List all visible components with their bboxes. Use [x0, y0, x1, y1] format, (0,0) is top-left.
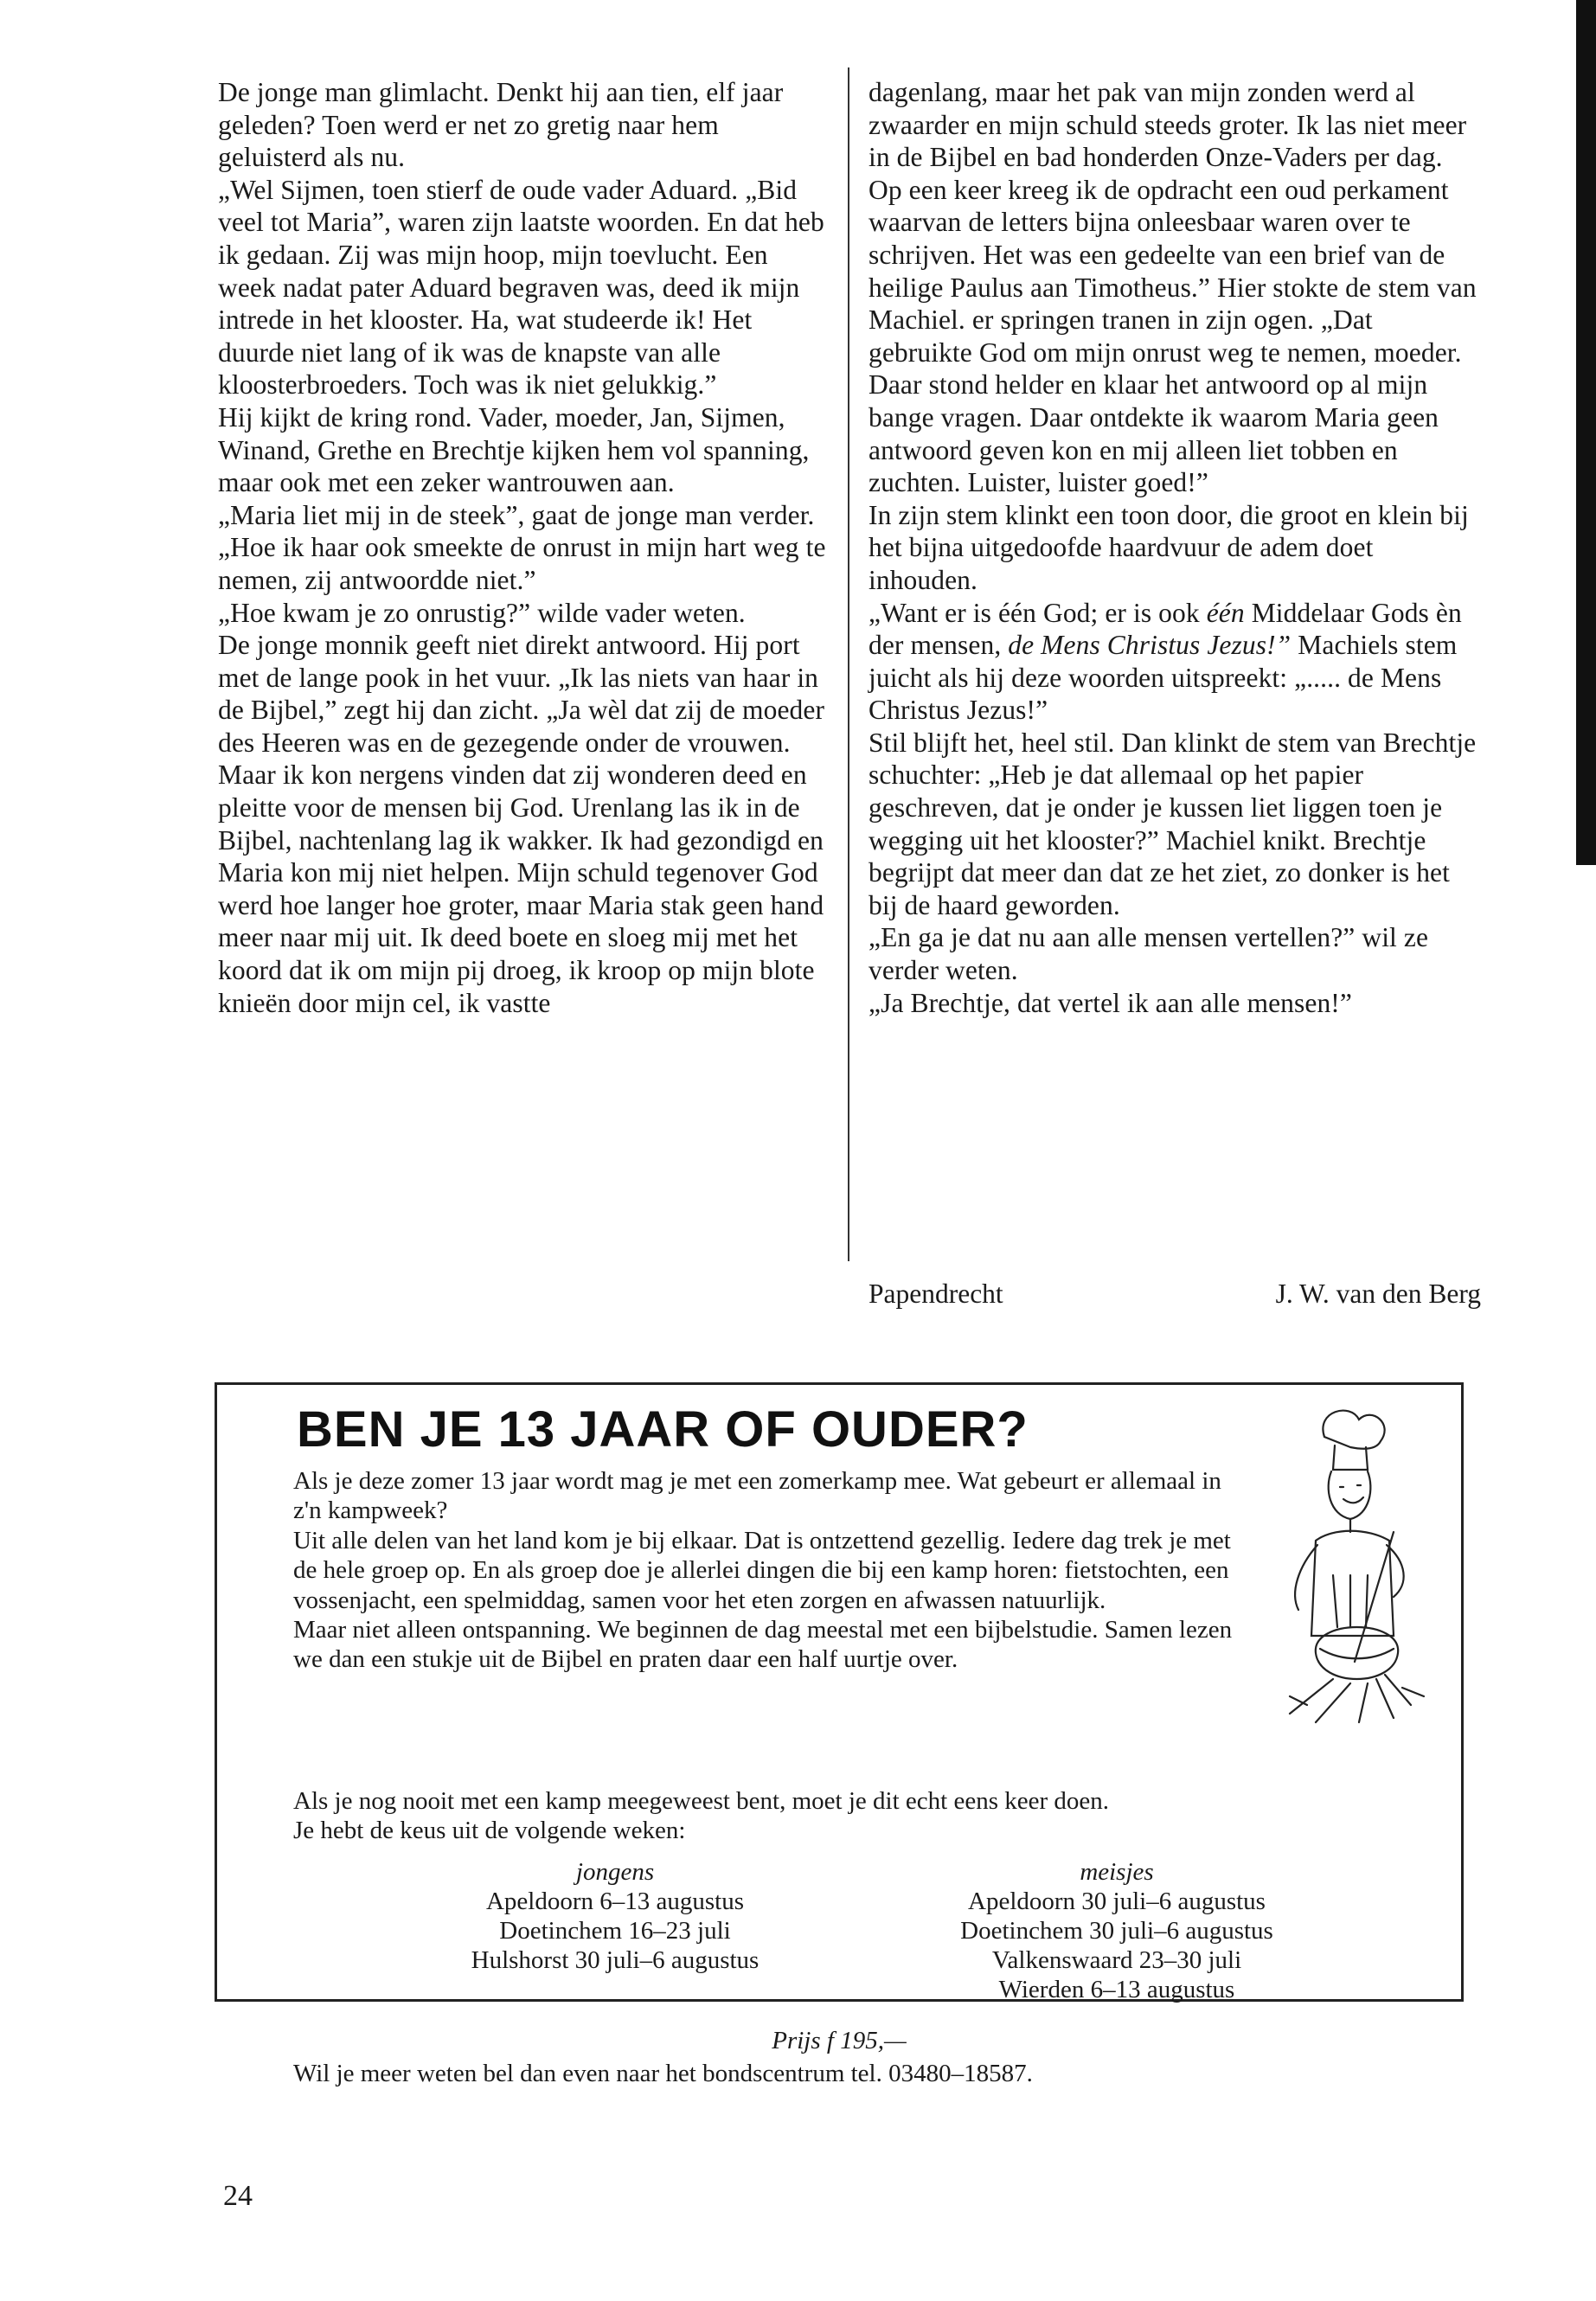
camps-heading: jongens	[575, 1858, 655, 1886]
paragraph: „Ja Brechtje, dat vertel ik aan alle mensen!”	[869, 987, 1352, 1018]
paragraph: dagenlang, maar het pak van mijn zonden werd al zwaarder en mijn schuld steeds groter. Ik las niet meer in de Bijbel en bad honderden Onze-Vaders per dag. Op een keer kreeg ik de opdracht een oud perkament waarvan de letters bijna onleesbaar waren over te schrijven. Het was een gedeelte van een brief van de heilige Paulus aan Timotheus.” Hier stokte de stem van Machiel. er springen tranen in zijn ogen. „Dat gebruikte God om mijn onrust weg te nemen, moeder. Daar stond helder en klaar het antwoord op al mijn bange vragen. Daar ontdekte ik waarom Maria geen antwoord geven kon en mij alleen liet tobben en zuchten. Luister, luister goed!”	[869, 77, 1477, 498]
ad-paragraph: Je hebt de keus uit de volgende weken:	[293, 1817, 686, 1845]
quote-text: Machiels stem juicht als hij deze woorden uitspreekt: „..... de Mens Christus Jezus!”	[869, 630, 1458, 726]
paragraph: De jonge man glimlacht. Denkt hij aan tien, elf jaar geleden? Toen werd er net zo gretig naar hem geluisterd als nu.	[218, 77, 784, 173]
camp-advertisement	[215, 1382, 1464, 2087]
author: J. W. van den Berg	[1275, 1279, 1481, 1309]
paragraph: „En ga je dat nu aan alle mensen vertellen?” wil ze verder weten.	[869, 922, 1429, 986]
place: Papendrecht	[869, 1279, 1003, 1309]
article-right-column	[869, 76, 1481, 1019]
contact-info: Wil je meer weten bel dan even naar het bondscentrum tel. 03480–18587.	[293, 2060, 1033, 2087]
paragraph: „Maria liet mij in de steek”, gaat de jonge man verder.„Hoe ik haar ook smeekte de onrust in mijn hart weg te nemen, zij antwoordde niet.”	[218, 499, 826, 595]
camps-heading: meisjes	[1080, 1858, 1154, 1886]
camp-entry: Doetinchem 30 juli–6 augustus	[960, 1917, 1273, 1945]
paragraph: In zijn stem klinkt een toon door, die groot en klein bij het bijna uitgedoofde haardvuur de adem doet inhouden.	[869, 499, 1469, 595]
paragraph-quote	[869, 597, 1481, 727]
paragraph: „Hoe kwam je zo onrustig?” wilde vader weten.	[218, 597, 746, 628]
price: Prijs f 195,—	[772, 2027, 907, 2054]
paragraph: Stil blijft het, heel stil. Dan klinkt de stem van Brechtje schuchter: „Heb je dat allemaal op het papier geschreven, dat je onder je kussen liet liggen toen je wegging uit het klooster?” Machiel knikt. Brechtje begrijpt dat meer dan dat ze het ziet, zo donker is het bij de haard geworden.	[869, 727, 1477, 920]
article-left-column	[218, 76, 830, 1019]
chef-cooking-illustration	[1264, 1402, 1437, 1731]
quote-emphasis: één	[1206, 597, 1245, 628]
page-number: 24	[223, 2180, 253, 2212]
camp-entry: Apeldoorn 6–13 augustus	[485, 1888, 745, 1915]
ad-paragraph: Uit alle delen van het land kom je bij elkaar. Dat is ontzettend gezellig. Iedere dag trek je met de hele groep op. En als groep doe je allerlei dingen die bij een kamp horen: fietstochten, een vossenjacht, een spelmiddag, samen voor het eten zorgen en afwassen natuurlijk.	[293, 1526, 1231, 1614]
ad-body	[293, 1466, 1253, 1675]
ad-paragraph: Maar niet alleen ontspanning. We beginnen de dag meestal met een bijbelstudie. Samen lezen we dan een stukje uit de Bijbel en praten daar een half uurtje over.	[293, 1616, 1233, 1674]
camps-girls	[892, 1857, 1342, 2004]
camp-entry: Hulshorst 30 juli–6 augustus	[471, 1946, 760, 1974]
camp-entry: Doetinchem 16–23 juli	[499, 1917, 731, 1945]
article-signature	[869, 1279, 1481, 1310]
quote-text: „Want er is één God; er is ook	[869, 597, 1207, 628]
ad-title: BEN JE 13 JAAR OF OUDER?	[297, 1401, 1029, 1458]
quote-text: Middelaar Gods èn der mensen,	[869, 597, 1462, 661]
camp-entry: Apeldoorn 30 juli–6 augustus	[968, 1888, 1266, 1915]
paragraph: „Wel Sijmen, toen stierf de oude vader Aduard. „Bid veel tot Maria”, waren zijn laatste woorden. En dat heb ik gedaan. Zij was mijn hoop, mijn toevlucht. Een week nadat pater Aduard begraven was, deed ik mijn intrede in het klooster. Ha, wat studeerde ik! Het duurde niet lang of ik was de knapste van alle kloosterbroeders. Toch was ik niet gelukkig.”	[218, 174, 824, 401]
camp-entry: Wierden 6–13 augustus	[998, 1976, 1235, 2003]
camps-boys	[390, 1857, 840, 1975]
quote-emphasis: de Mens Christus Jezus!”	[1008, 630, 1292, 661]
ad-paragraph: Als je deze zomer 13 jaar wordt mag je met een zomerkamp mee. Wat gebeurt er allemaal in z'n kampweek?	[293, 1467, 1221, 1525]
paragraph: Hij kijkt de kring rond. Vader, moeder, Jan, Sijmen, Winand, Grethe en Brechtje kijken hem vol spanning, maar ook met een zeker wantrouwen aan.	[218, 401, 810, 498]
paragraph: De jonge monnik geeft niet direkt antwoord. Hij port met de lange pook in het vuur. „Ik las niets van haar in de Bijbel,” zegt hij dan zicht. „Ja wèl dat zij de moeder des Heeren was en de gezegende onder de vrouwen. Maar ik kon nergens vinden dat zij wonderen deed en pleitte voor de mensen bij God. Urenlang las ik in de Bijbel, nachtenlang lag ik wakker. Ik had gezondigd en Maria kon mij niet helpen. Mijn schuld tegenover God werd hoe langer hoe groter, maar Maria stak geen hand meer naar mij uit. Ik deed boete en sloeg mij met het koord dat ik om mijn pij droeg, ik kroop op mijn blote knieën door mijn cel, ik vastte	[218, 630, 825, 1018]
ad-body-wide	[293, 1786, 1418, 1846]
page-edge-shadow	[1576, 0, 1596, 865]
ad-paragraph: Als je nog nooit met een kamp meegeweest bent, moet je dit echt eens keer doen.	[293, 1787, 1109, 1815]
camp-entry: Valkenswaard 23–30 juli	[991, 1946, 1242, 1974]
column-divider	[848, 67, 849, 1261]
